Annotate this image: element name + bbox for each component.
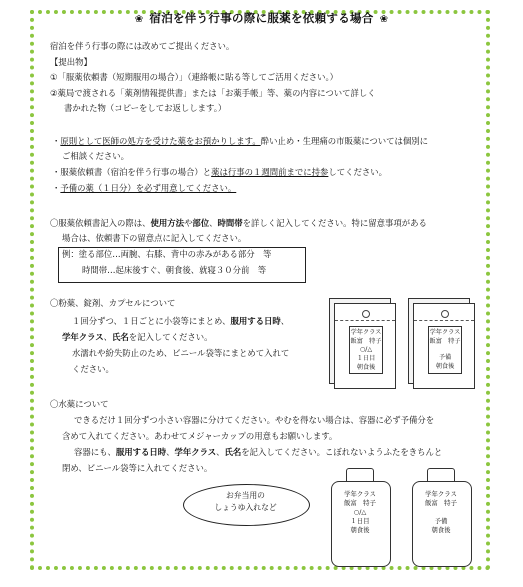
bag-label-1: 学年クラス 飯富 特子 ○/△ １日目 朝食後 — [349, 326, 383, 374]
liquid-line-1: できるだけ１回分ずつ小さい容器に分けてください。やむを得ない場合は、容器に必ず予備分を — [74, 415, 435, 425]
intro-text: 宿泊を伴う行事の際には改めてご提出ください。 — [50, 41, 235, 51]
medicine-bag-1 — [334, 303, 396, 389]
note-3: ・予備の薬（１日分）を必ず用意してください。 — [52, 183, 237, 193]
flower-icon: ❀ — [134, 14, 144, 25]
liquid-line-3: 容器にも、服用する日時、学年クラス、氏名を記入してください。こぼれないようふたをきちんと — [74, 447, 443, 457]
flower-icon: ❀ — [379, 14, 389, 25]
note-1-cont: ご相談ください。 — [62, 151, 129, 161]
bag-hole — [362, 310, 370, 318]
medicine-bag-2 — [413, 303, 475, 389]
powder-line-3: 水濡れや紛失防止のため、ビニール袋等にまとめて入れて — [72, 348, 290, 358]
form-line-2: 場合は、依頼書下の留意点に記入してください。 — [62, 233, 247, 243]
powder-heading: 〇粉薬、錠剤、カプセルについて — [50, 298, 176, 308]
bottle-label-1: 学年クラス 飯富 特子 ○/△ １日目 朝食後 — [344, 490, 376, 534]
liquid-heading: 〇水薬について — [50, 399, 109, 409]
note-2: ・服薬依頼書（宿泊を伴う行事の場合）と薬は行事の１週間前までに持参してください。 — [52, 167, 387, 177]
bag-hole — [441, 310, 449, 318]
submission-item-2-cont: 書かれた物（コピーをしてお返しします。） — [64, 103, 227, 113]
bag-zipper — [414, 320, 474, 321]
powder-line-4: ください。 — [72, 364, 114, 374]
liquid-line-2: 含めて入れてください。あわせてメジャーカップの用意もお願いします。 — [62, 431, 338, 441]
liquid-line-4: 閉め、ビニール袋等に入れてください。 — [62, 463, 213, 473]
submission-item-1: ①「服薬依頼書（短期服用の場合）」（連絡帳に貼る等してご活用ください。） — [50, 72, 339, 82]
powder-line-1: １回分ずつ、１日ごとに小袋等にまとめ、服用する日時、 — [72, 316, 290, 326]
bottle-label-2: 学年クラス 飯富 特子 予備 朝食後 — [425, 490, 457, 534]
submission-item-2: ②薬局で渡される「薬剤情報提供書」または「お薬手帳」等、薬の内容について詳しく — [50, 88, 376, 98]
bag-zipper — [335, 320, 395, 321]
bag-label-2: 学年クラス 飯富 特子 予備 朝食後 — [428, 326, 462, 374]
note-1: ・原則として医師の処方を受けた薬をお預かりします。酔い止め・生理痛の市販薬については個別に — [52, 136, 429, 146]
example-line-1: 例：塗る部位…両腕、右膝、背中の赤みがある部分 等 — [62, 249, 272, 259]
submissions-heading: 【提出物】 — [50, 57, 92, 67]
powder-line-2: 学年クラス、氏名を記入してください。 — [62, 332, 213, 342]
page-title — [0, 11, 523, 27]
ellipse-text: お弁当用の しょうゆ入れなど — [214, 491, 277, 512]
title-text: 宿泊を伴う行事の際に服薬を依頼する場合 — [149, 11, 374, 25]
form-line-1: 〇服薬依頼書記入の際は、使用方法や部位、時間帯を詳しく記入してください。特に留意事項がある — [50, 218, 427, 228]
example-line-2: 時間帯…起床後すぐ、朝食後、就寝３０分前 等 — [82, 265, 267, 275]
